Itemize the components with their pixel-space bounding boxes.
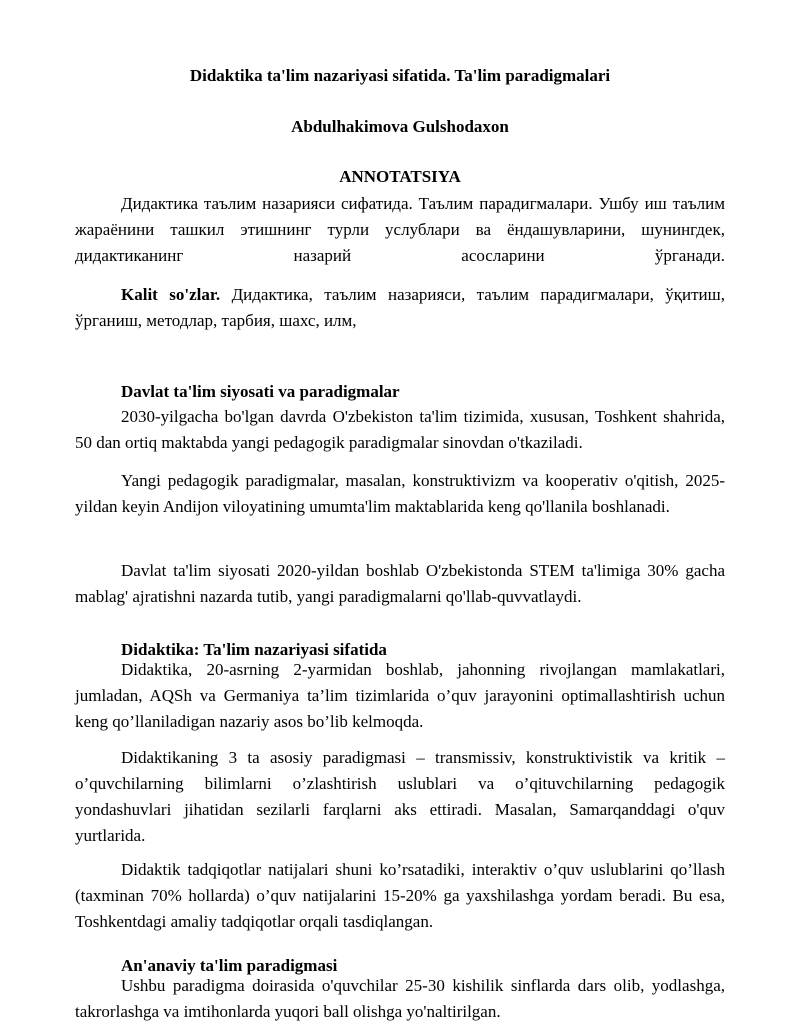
paragraph: Didaktikaning 3 ta asosiy paradigmasi – transmissiv, konstruktivistik va kritik – o’quvchilarning bilimlarni o’zlashtirish uslublari va o’qituvchilarning pedagogik yondashuvlari jihatidan sezilarli farqlarni aks ettiradi. Masalan, Samarqanddagi o'quv yurtlarida. (75, 748, 725, 845)
annotation-paragraph: Дидактика таълим назарияси сифатида. Таълим парадигмалари. Ушбу иш таълим жараёнини ташкил этишнинг турли услублари ва ёндашувларини, шунингдек, дидактиканинг назарий асосларини ўрганади. (75, 194, 725, 265)
keywords-label: Kalit so'zlar. (121, 285, 221, 304)
paragraph: Davlat ta'lim siyosati 2020-yildan boshlab O'zbekistonda STEM ta'limiga 30% gacha mablag' ajratishni nazarda tutib, yangi paradigmalarni qo'llab-quvvatlaydi. (75, 561, 725, 606)
author-name: Abdulhakimova Gulshodaxon (291, 117, 509, 136)
document-title: Didaktika ta'lim nazariyasi sifatida. Ta'lim paradigmalari (189, 66, 611, 85)
paragraph: Didaktik tadqiqotlar natijalari shuni ko’rsatadiki, interaktiv o’quv uslublarini qo’llash (taxminan 70% hollarda) o’quv natijalarini 15-20% ga yaxshilashga yordam beradi. Bu esa, Toshkentdagi amaliy tadqiqotlar orqali tasdiqlangan. (75, 860, 725, 931)
section-heading-policy: Davlat ta'lim siyosati va paradigmalar (121, 382, 400, 401)
keywords-text: Дидактика, таълим назарияси, таълим парадигмалари, ўқитиш, ўрганиш, методлар, тарбия, шахс, илм, (75, 285, 725, 330)
paragraph: 2030-yilgacha bo'lgan davrda O'zbekiston ta'lim tizimida, xususan, Toshkent shahrida, 50 dan ortiq maktabda yangi pedagogik paradigmalar sinovdan o'tkaziladi. (75, 407, 725, 452)
paragraph: Didaktika, 20-asrning 2-yarmidan boshlab, jahonning rivojlangan mamlakatlari, jumladan, AQSh va Germaniya ta’lim tizimlarida o’quv jarayonini optimallashtirish uchun keng qo’llaniladigan nazariy asos bo’lib kelmoqda. (75, 660, 725, 731)
paragraph: Yangi pedagogik paradigmalar, masalan, konstruktivizm va kooperativ o'qitish, 2025-yildan keyin Andijon viloyatining umumta'lim maktablarida keng qo'llanila boshlanadi. (75, 471, 725, 516)
keywords-paragraph (75, 282, 725, 334)
section-heading-didactics: Didaktika: Ta'lim nazariyasi sifatida (121, 640, 387, 659)
section-heading-traditional: An'anaviy ta'lim paradigmasi (121, 956, 338, 975)
paragraph: Ushbu paradigma doirasida o'quvchilar 25-30 kishilik sinflarda dars olib, yodlashga, takrorlashga va imtihonlarda yuqori ball olishga yo'naltirilgan. (75, 976, 725, 1021)
annotation-heading: ANNOTATSIYA (339, 167, 461, 186)
